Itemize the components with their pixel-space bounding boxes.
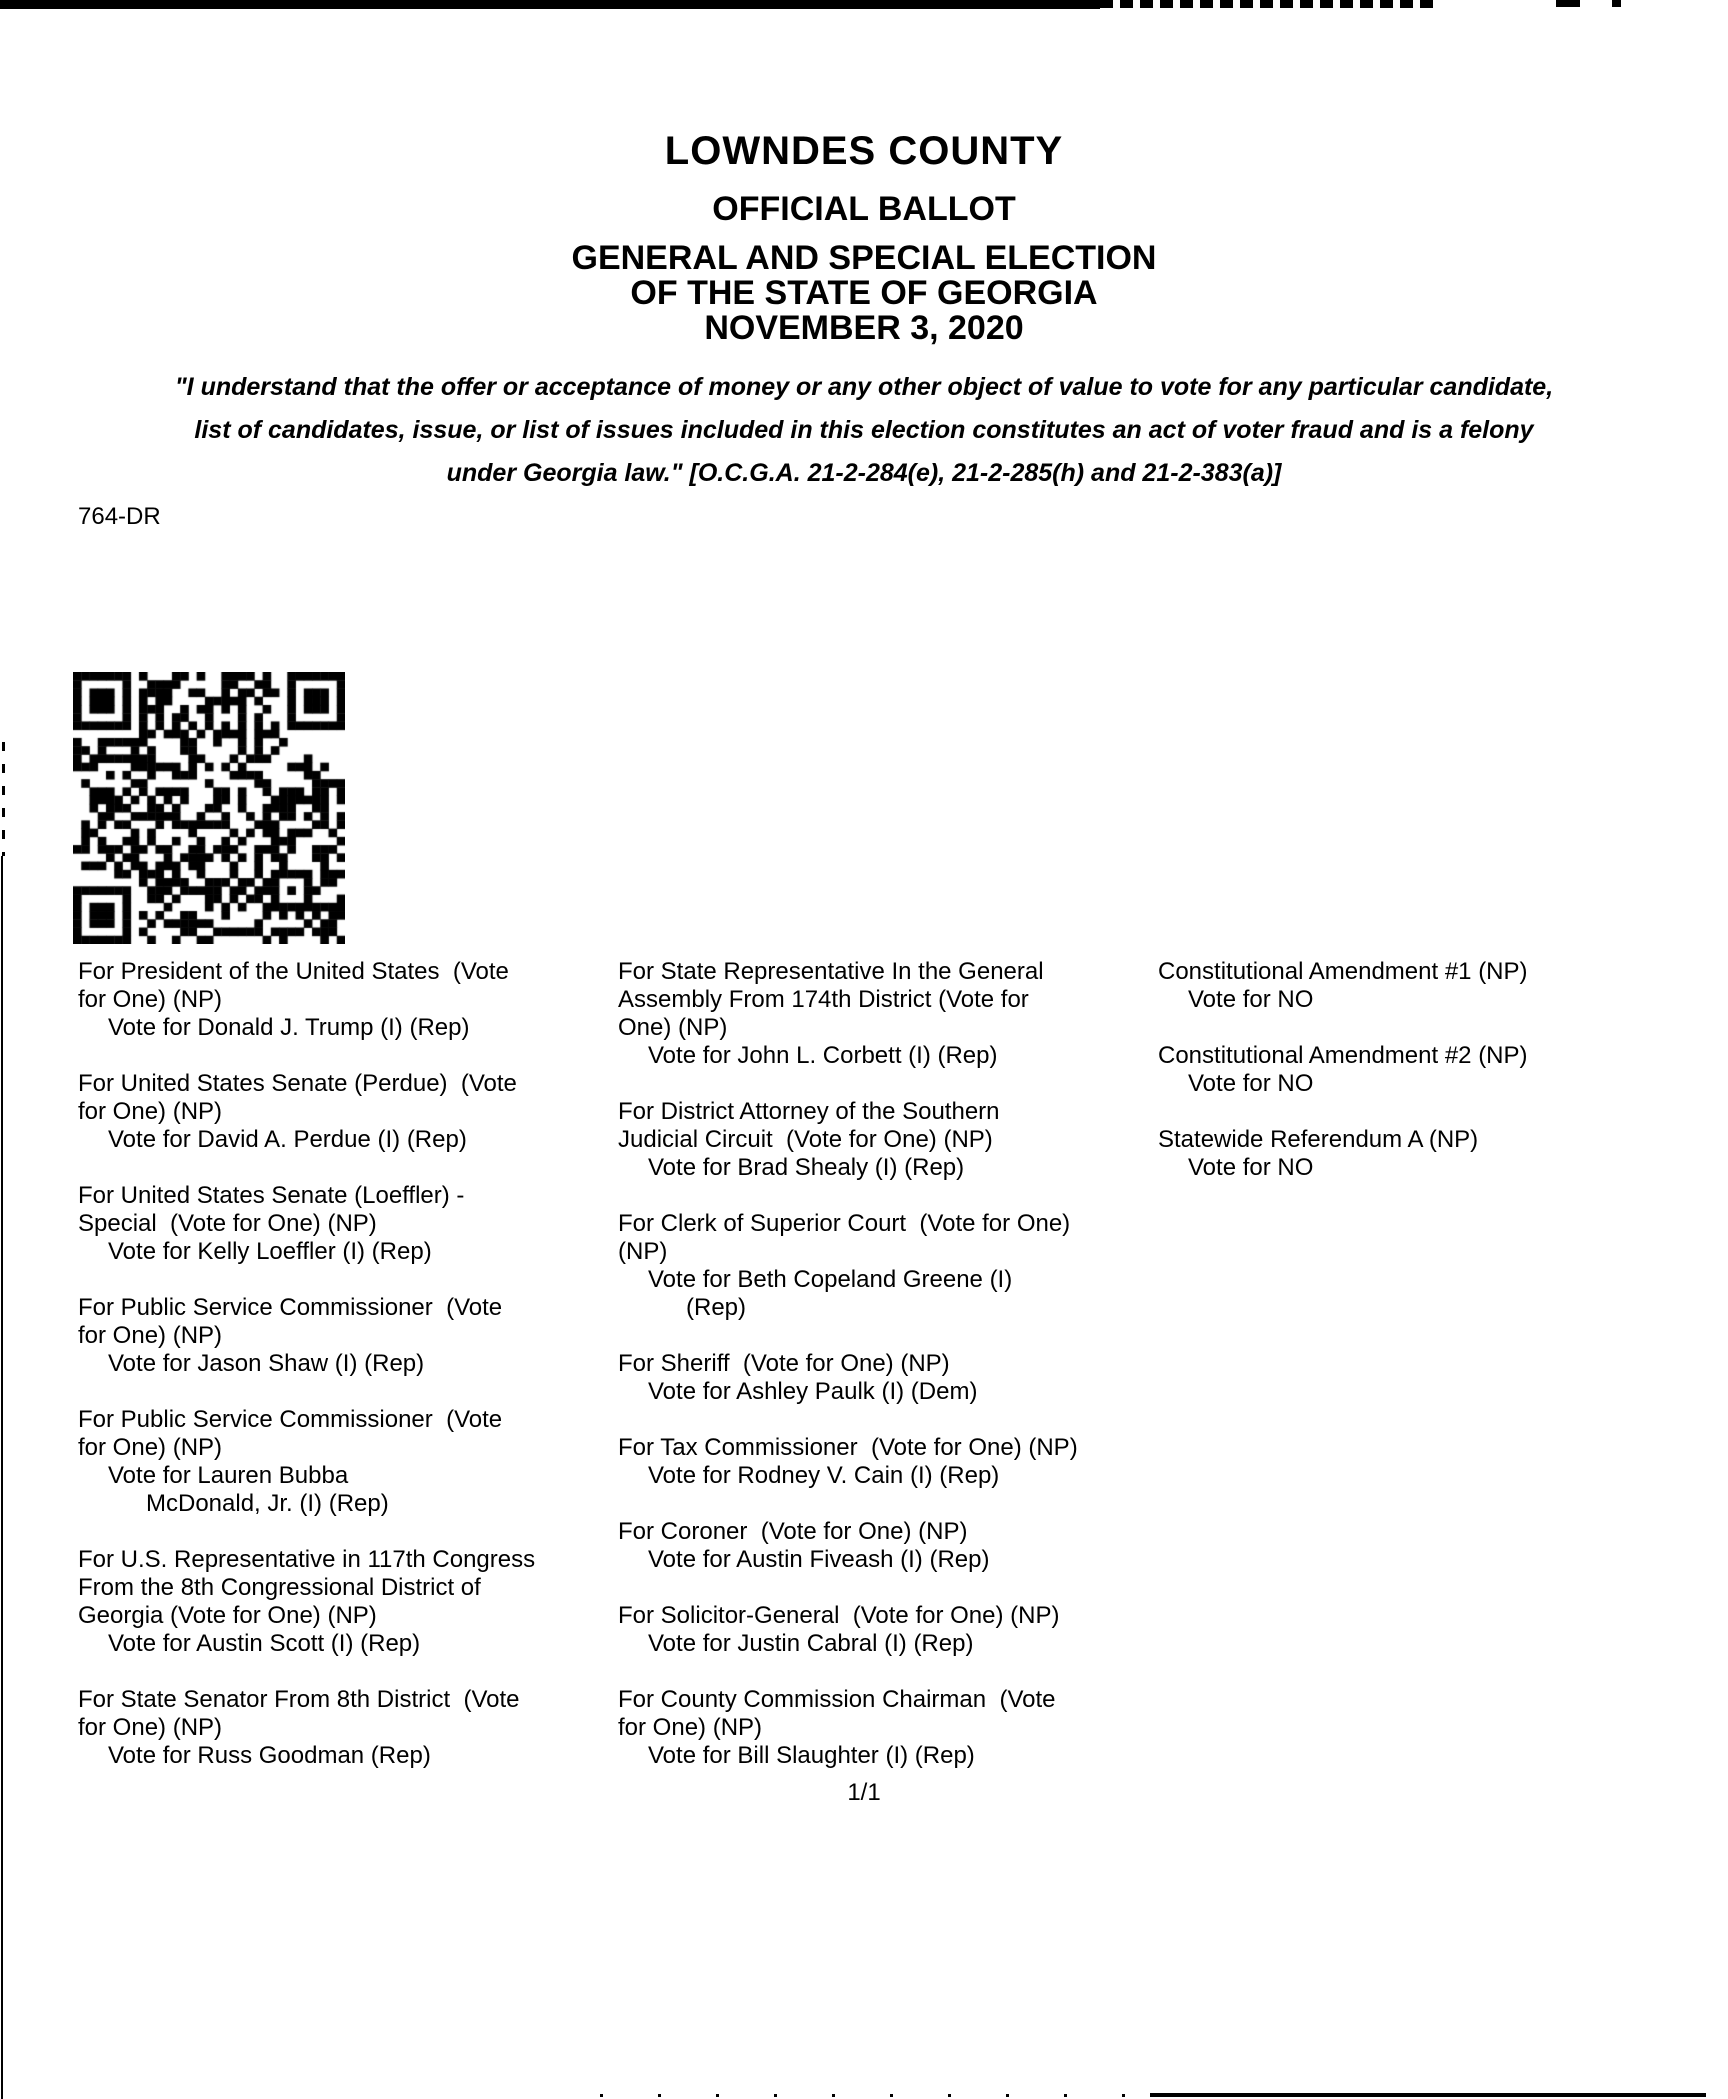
contest-title — [78, 1406, 598, 1462]
contest-selection-line: Vote for Rodney V. Cain (I) (Rep) — [648, 1462, 1000, 1489]
contest-title — [618, 958, 1138, 1042]
top-border-dash-mark — [1612, 0, 1621, 7]
contest-selection — [78, 1126, 598, 1154]
contest-block — [78, 1686, 598, 1770]
contest-selection-line: Vote for NO — [1188, 986, 1314, 1013]
contest-title-line: for One) (NP) — [78, 1322, 223, 1349]
contest-selection — [78, 1014, 598, 1042]
contest-selection — [618, 1266, 1138, 1322]
contest-title — [618, 1210, 1138, 1266]
contest-title-line: Constitutional Amendment #2 (NP) — [1158, 1042, 1528, 1069]
contest-title-line: For United States Senate (Loeffler) - — [78, 1182, 465, 1209]
contest-block — [78, 1182, 598, 1266]
top-border-dash-mark — [1556, 0, 1580, 7]
contest-title — [618, 1518, 1138, 1546]
contest-selection — [78, 1630, 598, 1658]
fraud-disclaimer — [64, 366, 1664, 495]
contest-block — [1158, 1126, 1678, 1182]
ballot-column — [1158, 958, 1678, 1798]
contest-title — [78, 958, 598, 1014]
contest-title-line: Assembly From 174th District (Vote for — [618, 986, 1029, 1013]
contest-selection — [618, 1378, 1138, 1406]
fraud-disclaimer-line: list of candidates, issue, or list of issues included in this election constitutes an act of voter fraud and is a felony — [194, 416, 1534, 444]
contest-block — [1158, 958, 1678, 1014]
contest-title-line: For State Representative In the General — [618, 958, 1044, 985]
contest-title — [1158, 1126, 1678, 1154]
contest-selection — [78, 1350, 598, 1378]
contest-title-line: For U.S. Representative in 117th Congress — [78, 1546, 536, 1573]
contest-selection-line: Vote for NO — [1188, 1154, 1314, 1181]
election-title-line: GENERAL AND SPECIAL ELECTION — [571, 239, 1157, 277]
contest-selection-line: Vote for Bill Slaughter (I) (Rep) — [648, 1742, 975, 1769]
contest-title-line: Judicial Circuit (Vote for One) (NP) — [618, 1126, 993, 1153]
contest-selection-line: Vote for Beth Copeland Greene (I) — [648, 1266, 1013, 1293]
contest-title-line: For Clerk of Superior Court (Vote for One) — [618, 1210, 1071, 1237]
contest-block — [78, 1294, 598, 1378]
contest-title-line: For County Commission Chairman (Vote — [618, 1686, 1056, 1713]
contest-block — [618, 1602, 1138, 1658]
qr-code — [73, 672, 345, 944]
contest-selection — [1158, 1070, 1678, 1098]
contest-title-line: (NP) — [618, 1238, 668, 1265]
contest-block — [78, 958, 598, 1042]
contest-title — [618, 1434, 1138, 1462]
contest-title-line: for One) (NP) — [78, 1434, 223, 1461]
top-border-dashed-line — [1100, 0, 1440, 8]
contest-selection — [1158, 986, 1678, 1014]
contest-title-line: For Public Service Commissioner (Vote — [78, 1406, 503, 1433]
contest-selection-line: Vote for David A. Perdue (I) (Rep) — [108, 1126, 467, 1153]
contest-title-line: Constitutional Amendment #1 (NP) — [1158, 958, 1528, 985]
bottom-border-dotted-line — [600, 2094, 1150, 2097]
contest-selection — [618, 1742, 1138, 1770]
contest-title — [1158, 1042, 1678, 1070]
ballot-column — [618, 958, 1138, 1798]
contest-title — [78, 1182, 598, 1238]
fraud-disclaimer-line: "I understand that the offer or acceptance of money or any other object of value to vote for any particular candidate, — [174, 373, 1554, 401]
election-title-line: OF THE STATE OF GEORGIA — [630, 274, 1098, 312]
contest-block — [78, 1070, 598, 1154]
contest-title-line: for One) (NP) — [78, 1098, 223, 1125]
contest-selection — [78, 1462, 598, 1518]
contest-block — [618, 958, 1138, 1070]
contest-title-line: For United States Senate (Perdue) (Vote — [78, 1070, 517, 1097]
contest-selection-line: Vote for Austin Fiveash (I) (Rep) — [648, 1546, 990, 1573]
contest-title-line: Statewide Referendum A (NP) — [1158, 1126, 1479, 1153]
left-edge-scan-line — [1, 856, 3, 2099]
left-edge-dash-marks — [2, 742, 5, 856]
election-title — [0, 241, 1728, 346]
contest-selection — [618, 1630, 1138, 1658]
contest-title-line: For Sheriff (Vote for One) (NP) — [618, 1350, 950, 1377]
contest-block — [1158, 1042, 1678, 1098]
contest-selection-line: McDonald, Jr. (I) (Rep) — [146, 1490, 389, 1517]
contest-block — [618, 1434, 1138, 1490]
contest-selection — [78, 1742, 598, 1770]
top-border-line — [0, 0, 1100, 9]
contest-selection-line: Vote for Kelly Loeffler (I) (Rep) — [108, 1238, 432, 1265]
contest-selection-line: Vote for Jason Shaw (I) (Rep) — [108, 1350, 425, 1377]
contest-selection — [78, 1238, 598, 1266]
contest-title-line: For Coroner (Vote for One) (NP) — [618, 1518, 968, 1545]
contest-title-line: Special (Vote for One) (NP) — [78, 1210, 377, 1237]
contest-selection — [618, 1462, 1138, 1490]
contest-title — [618, 1602, 1138, 1630]
contest-selection-line: Vote for NO — [1188, 1070, 1314, 1097]
contest-selection — [618, 1546, 1138, 1574]
contest-block — [618, 1518, 1138, 1574]
contest-selection-line: Vote for Brad Shealy (I) (Rep) — [648, 1154, 965, 1181]
contest-title-line: for One) (NP) — [78, 1714, 223, 1741]
contest-selection — [618, 1154, 1138, 1182]
ballot-column — [78, 958, 598, 1798]
contest-selection-line: Vote for Austin Scott (I) (Rep) — [108, 1630, 421, 1657]
contest-title — [618, 1098, 1138, 1154]
contest-title-line: Georgia (Vote for One) (NP) — [78, 1602, 377, 1629]
fraud-disclaimer-line: under Georgia law." [O.C.G.A. 21-2-284(e), 21-2-285(h) and 21-2-383(a)] — [446, 459, 1282, 487]
contest-title-line: for One) (NP) — [618, 1714, 763, 1741]
county-title: LOWNDES COUNTY — [664, 129, 1064, 173]
contest-title — [78, 1294, 598, 1350]
contest-selection-line: Vote for Ashley Paulk (I) (Dem) — [648, 1378, 978, 1405]
contest-block — [618, 1098, 1138, 1182]
contest-title-line: For State Senator From 8th District (Vote — [78, 1686, 520, 1713]
contest-title-line: For Public Service Commissioner (Vote — [78, 1294, 503, 1321]
contest-title — [618, 1350, 1138, 1378]
contest-block — [618, 1210, 1138, 1322]
contest-block — [618, 1686, 1138, 1770]
contest-title — [78, 1070, 598, 1126]
contest-selection — [1158, 1154, 1678, 1182]
ballot-style-code: 764-DR — [78, 503, 161, 530]
contest-selection-line: Vote for Lauren Bubba — [108, 1462, 349, 1489]
contest-block — [78, 1546, 598, 1658]
contest-title — [1158, 958, 1678, 986]
contest-title-line: For President of the United States (Vote — [78, 958, 509, 985]
contest-title-line: For District Attorney of the Southern — [618, 1098, 1000, 1125]
contest-title-line: From the 8th Congressional District of — [78, 1574, 481, 1601]
page-number: 1/1 — [847, 1779, 881, 1806]
election-date: NOVEMBER 3, 2020 — [704, 309, 1024, 347]
contest-title — [618, 1686, 1138, 1742]
contest-selection-line: Vote for John L. Corbett (I) (Rep) — [648, 1042, 998, 1069]
contest-title — [78, 1546, 598, 1630]
contest-title-line: for One) (NP) — [78, 986, 223, 1013]
contest-title-line: For Tax Commissioner (Vote for One) (NP) — [618, 1434, 1078, 1461]
ballot-header — [0, 128, 1728, 346]
contest-title-line: For Solicitor-General (Vote for One) (NP) — [618, 1602, 1060, 1629]
contest-selection-line: Vote for Justin Cabral (I) (Rep) — [648, 1630, 974, 1657]
contest-block — [78, 1406, 598, 1518]
contest-title-line: One) (NP) — [618, 1014, 728, 1041]
contest-selection — [618, 1042, 1138, 1070]
contest-title — [78, 1686, 598, 1742]
contest-selection-line: Vote for Donald J. Trump (I) (Rep) — [108, 1014, 470, 1041]
contest-block — [618, 1350, 1138, 1406]
contest-columns — [78, 958, 1678, 1798]
bottom-border-line — [1150, 2093, 1706, 2097]
ballot-type-title: OFFICIAL BALLOT — [712, 190, 1016, 228]
contest-selection-line: Vote for Russ Goodman (Rep) — [108, 1742, 431, 1769]
contest-selection-line: (Rep) — [686, 1294, 747, 1321]
